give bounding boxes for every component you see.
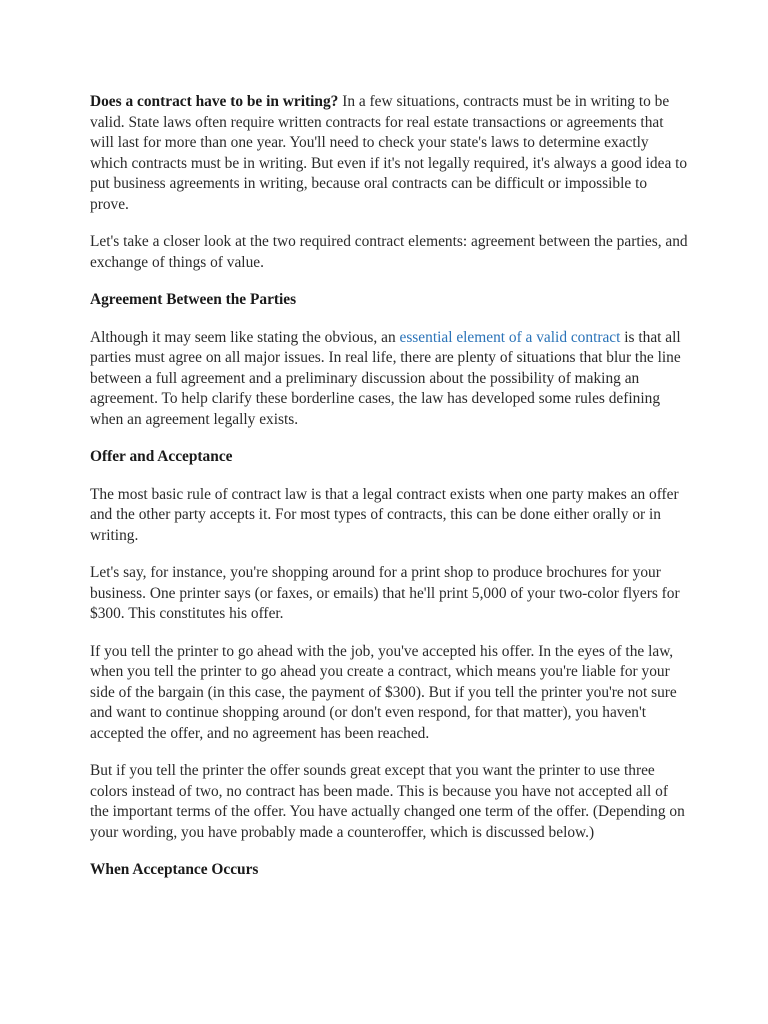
agreement-text-before-link: Although it may seem like stating the obvious, an — [90, 328, 400, 346]
offer-paragraph-print-shop: Let's say, for instance, you're shopping around for a print shop to produce brochures for your business. One printer says (or faxes, or emails) that he'll print 5,000 of your two-color flyers for $300. This constitutes his offer. — [90, 564, 680, 622]
intro-text: In a few situations, contracts must be in writing to be valid. State laws often require written contracts for real estate transactions or agreements that will last for more than one year. You'll need to check your state's laws to determine exactly which contracts must be in writing. But even if it's not legally required, it's always a good idea to put business agreements in writing, because oral contracts can be difficult or impossible to prove. — [90, 93, 688, 213]
offer-paragraph-counteroffer: But if you tell the printer the offer sounds great except that you want the printer to use three colors instead of two, no contract has been made. This is because you have not accepted all of the important terms of the offer. You have actually changed one term of the offer. (Depending on your wording, you have probably made a counteroffer, which is discussed below.) — [90, 762, 685, 841]
offer-paragraph-accept: If you tell the printer to go ahead with the job, you've accepted his offer. In the eyes of the law, when you tell the printer to go ahead you create a contract, which means you're liable for your side of the bargain (in this case, the payment of $300). But if you tell the printer you're not sure and want to continue shopping around (or don't even respond, for that matter), you haven't accepted the offer, and no agreement has been reached. — [90, 642, 677, 742]
intro-question: Does a contract have to be in writing? — [90, 93, 339, 110]
agreement-text-after-link: is that all parties must agree on all major issues. In real life, there are plenty of situations that blur the line between a full agreement and a preliminary discussion about the possibility of making an agreement. To help clarify these borderline cases, the law has developed some rules defining when an agreement legally exists. — [90, 328, 681, 428]
offer-paragraph-basic-rule: The most basic rule of contract law is that a legal contract exists when one party makes an offer and the other party accepts it. For most types of contracts, this can be done either orally or in writing. — [90, 485, 679, 544]
agreement-paragraph — [90, 328, 688, 431]
closer-look-paragraph: Let's take a closer look at the two required contract elements: agreement between the parties, and exchange of things of value. — [90, 233, 688, 271]
intro-paragraph — [90, 92, 688, 215]
heading-when-acceptance-occurs: When Acceptance Occurs — [90, 861, 259, 878]
heading-agreement-between-parties: Agreement Between the Parties — [90, 291, 297, 308]
heading-offer-and-acceptance: Offer and Acceptance — [90, 448, 233, 465]
valid-contract-link[interactable]: essential element of a valid contract — [399, 328, 621, 346]
